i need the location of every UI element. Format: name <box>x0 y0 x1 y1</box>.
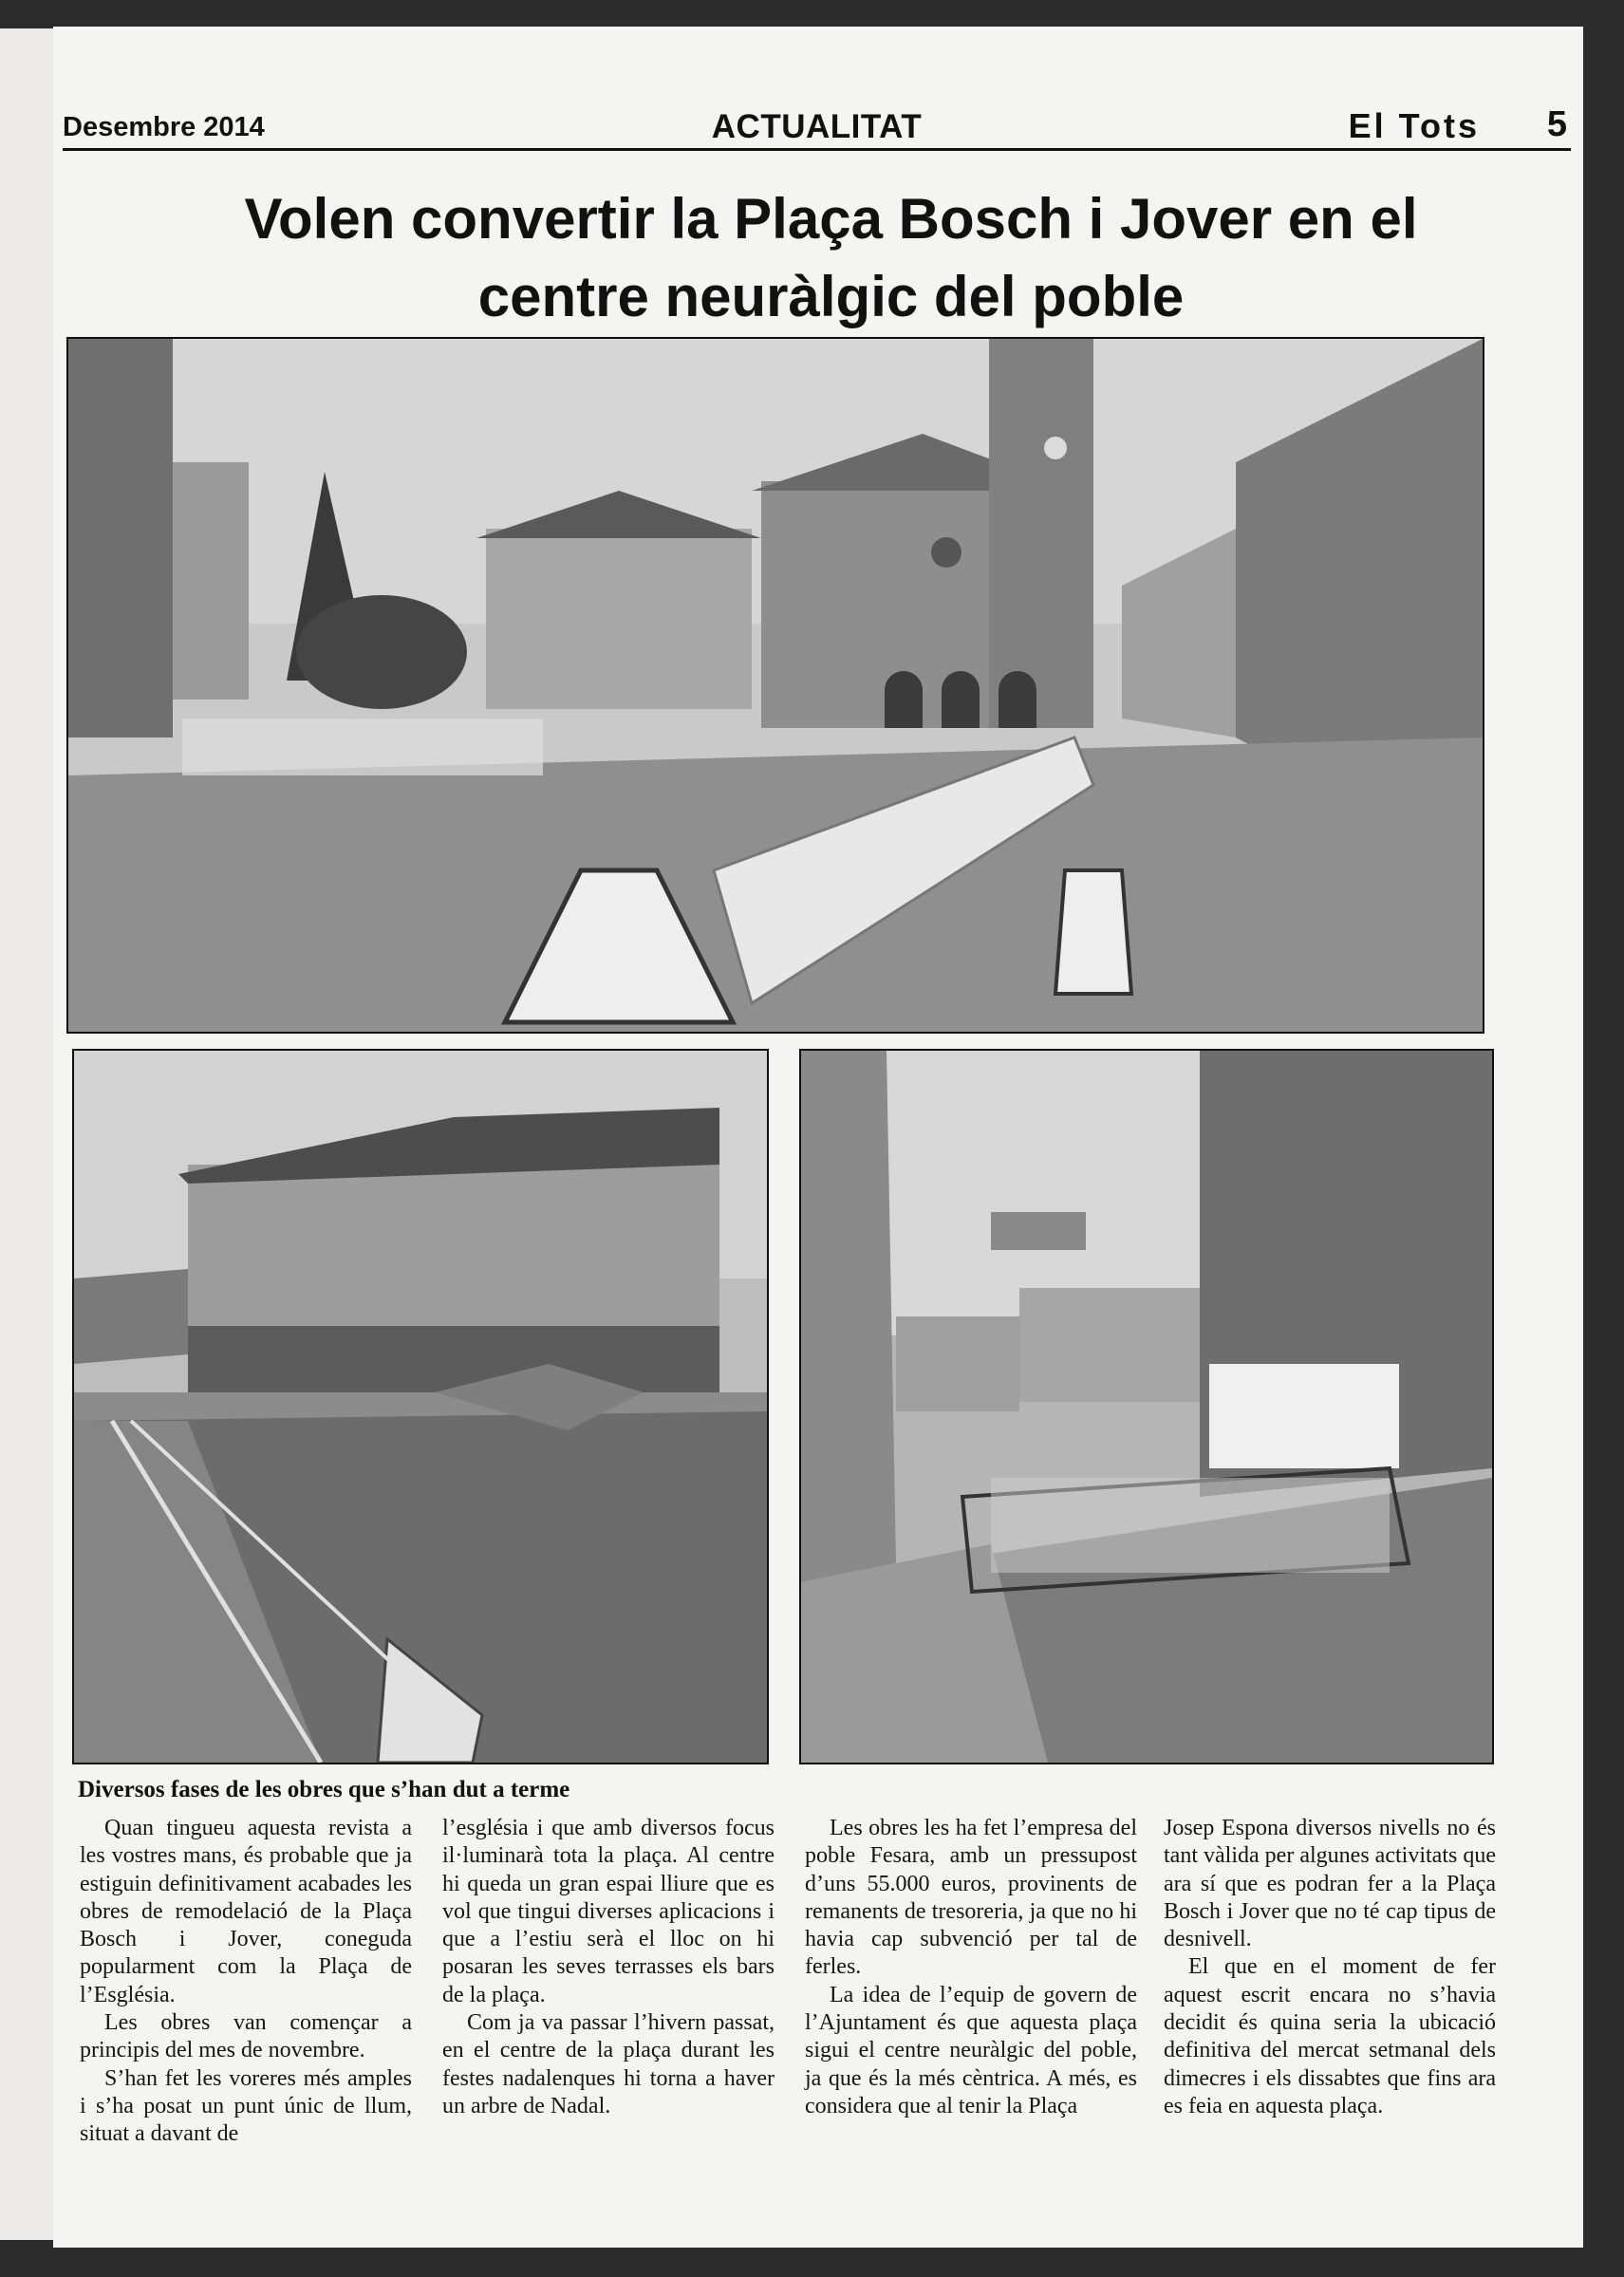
headline-line-1: Volen convertir la Plaça Bosch i Jover en el <box>244 187 1418 251</box>
paragraph: Les obres les ha fet l’empresa del poble Fesara, amb un pressupost d’uns 55.000 euros, provinents de remanents de tresoreria, ja que no hi havia cap subvenció per tal de ferles. <box>805 1816 1137 1980</box>
paragraph: La idea de l’equip de govern de l’Ajuntament és que aquesta plaça sigui el centre neuràlgic del poble, ja que és la més cèntrica. A més, es considera que al tenir la Plaça <box>805 1982 1137 2118</box>
publication-name: El Tots <box>1348 106 1480 145</box>
article-column-2 <box>442 1815 775 2120</box>
article-column-1 <box>80 1815 412 2149</box>
page-number: 5 <box>1546 104 1567 144</box>
paragraph: El que en el moment de fer aquest escrit encara no s’havia decidit és quina seria la ubicació definitiva del mercat setmanal dels dimecres i els dissabtes que fins ara es feia en aquesta plaça. <box>1164 1954 1496 2118</box>
paragraph: Quan tingueu aquesta revista a les vostres mans, és probable que ja estiguin definitivament acabades les obres de remodelació de la Plaça Bosch i Jover, coneguda popularment com la Plaça de l’Església. <box>80 1816 412 2007</box>
left-page-edge <box>0 28 57 2240</box>
photo-street-excavation <box>72 1049 769 1764</box>
article-headline <box>114 180 1548 336</box>
paragraph: Com ja va passar l’hivern passat, en el centre de la plaça durant les festes nadalenques hi torna a haver un arbre de Nadal. <box>442 2010 775 2118</box>
page-header <box>63 85 1571 151</box>
photo-church-square <box>66 337 1484 1034</box>
paragraph: l’església i que amb diversos focus il·luminarà tota la plaça. Al centre hi queda un gran espai lliure que es vol que tingui diverses aplicacions i que a l’estiu serà el lloc on hi posaran les seves terrasses els bars de la plaça. <box>442 1816 775 2007</box>
article-column-4 <box>1164 1815 1496 2120</box>
article-column-3 <box>805 1815 1137 2120</box>
headline-line-2: centre neuràlgic del poble <box>477 265 1185 328</box>
paragraph: Les obres van començar a principis del mes de novembre. <box>80 2010 412 2063</box>
photo-caption: Diversos fases de les obres que s’han dut a terme <box>78 1777 570 1802</box>
photo-street-works <box>799 1049 1494 1764</box>
paragraph: S’han fet les voreres més amples i s’ha posat un punt únic de llum, situat a davant de <box>80 2065 412 2147</box>
issue-date: Desembre 2014 <box>63 112 265 142</box>
section-title: ACTUALITAT <box>711 108 923 145</box>
paragraph: Josep Espona diversos nivells no és tant vàlida per algunes activitats que ara sí que es podran fer a la Plaça Bosch i Jover que no té cap tipus de desnivell. <box>1164 1816 1496 1952</box>
